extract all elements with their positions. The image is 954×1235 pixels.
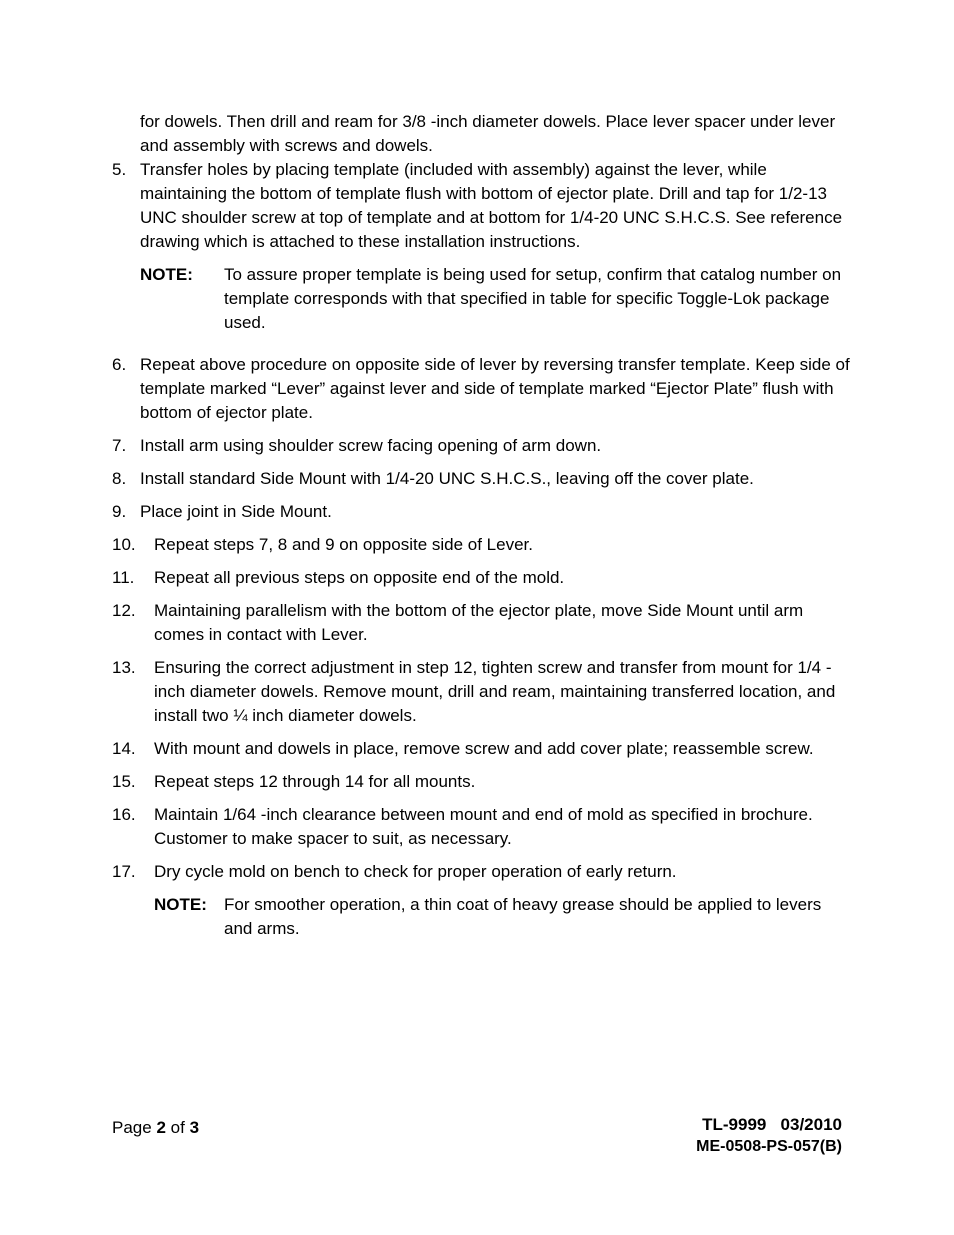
doc-id: TL-9999 03/2010: [702, 1115, 842, 1134]
step-text: Maintain 1/64 -inch clearance between mount and end of mold as specified in brochure. Customer to make spacer to suit, as necessary.: [154, 805, 813, 848]
step-text: Install arm using shoulder screw facing opening of arm down.: [140, 436, 602, 455]
note-block: [140, 263, 852, 335]
list-item: [112, 656, 852, 728]
page-prefix: Page: [112, 1118, 152, 1137]
step-number: 8.: [112, 469, 127, 488]
page-number: [112, 1116, 199, 1140]
document-identifier: [696, 1114, 842, 1158]
list-item: [112, 158, 852, 344]
step-number: 17.: [112, 862, 136, 881]
step-number: 12.: [112, 601, 136, 620]
page-current: 2: [156, 1118, 166, 1137]
step-text: With mount and dowels in place, remove screw and add cover plate; reassemble screw.: [154, 739, 814, 758]
continuation-paragraph: for dowels. Then drill and ream for 3/8 -inch diameter dowels. Place lever spacer under lever and assembly with screws and dowels.: [140, 112, 836, 155]
step-text: Place joint in Side Mount.: [140, 502, 332, 521]
step-text: Maintaining parallelism with the bottom of the ejector plate, move Side Mount until arm comes in contact with Lever.: [154, 601, 804, 644]
list-item: [112, 500, 852, 524]
step-text: Repeat above procedure on opposite side of lever by reversing transfer template. Keep side of template marked “Lever” against lever and side of template marked “Ejector Plate” flush with bottom of ejector plate.: [140, 355, 850, 422]
step-text: Repeat all previous steps on opposite end of the mold.: [154, 568, 565, 587]
step-text: Repeat steps 7, 8 and 9 on opposite side of Lever.: [154, 535, 533, 554]
step-number: 7.: [112, 436, 127, 455]
list-item: [112, 737, 852, 761]
note-block: [154, 893, 852, 941]
step-text: Dry cycle mold on bench to check for proper operation of early return.: [154, 862, 677, 881]
step-number: 10.: [112, 535, 136, 554]
step-number: 11.: [112, 568, 135, 587]
instruction-steps: [112, 158, 852, 959]
note-text: For smoother operation, a thin coat of heavy grease should be applied to levers and arms.: [224, 895, 822, 938]
doc-ref: ME-0508-PS-057(B): [696, 1138, 842, 1155]
list-item: [112, 566, 852, 590]
list-item: [112, 803, 852, 851]
list-item: [112, 533, 852, 557]
step-number: 15.: [112, 772, 136, 791]
page-of: of: [170, 1118, 185, 1137]
note-text: To assure proper template is being used for setup, confirm that catalog number on template corresponds with that specified in table for specific Toggle-Lok package used.: [224, 265, 842, 332]
step-number: 6.: [112, 355, 127, 374]
list-item: [112, 467, 852, 491]
step-number: 9.: [112, 502, 127, 521]
list-item: [112, 434, 852, 458]
step-number: 5.: [112, 160, 127, 179]
list-item: [112, 599, 852, 647]
step-text: Repeat steps 12 through 14 for all mounts.: [154, 772, 476, 791]
step-text: Install standard Side Mount with 1/4-20 UNC S.H.C.S., leaving off the cover plate.: [140, 469, 754, 488]
list-item: [112, 770, 852, 794]
step-text: Ensuring the correct adjustment in step 12, tighten screw and transfer from mount for 1/4 -inch diameter dowels. Remove mount, drill and ream, maintaining transferred location, and install two ¼ inch diameter dowels.: [154, 658, 836, 725]
step-number: 13.: [112, 658, 136, 677]
step-text: Transfer holes by placing template (included with assembly) against the lever, while maintaining the bottom of template flush with bottom of ejector plate. Drill and tap for 1/2-13 UNC shoulder screw at top of template and at bottom for 1/4-20 UNC S.H.C.S. See reference drawing which is attached to these installation instructions.: [140, 160, 843, 251]
list-item: [112, 353, 852, 425]
note-label: NOTE:: [140, 265, 193, 284]
step-number: 14.: [112, 739, 136, 758]
list-item: [112, 860, 852, 950]
note-label: NOTE:: [154, 895, 207, 914]
step-number: 16.: [112, 805, 136, 824]
page-total: 3: [189, 1118, 200, 1137]
